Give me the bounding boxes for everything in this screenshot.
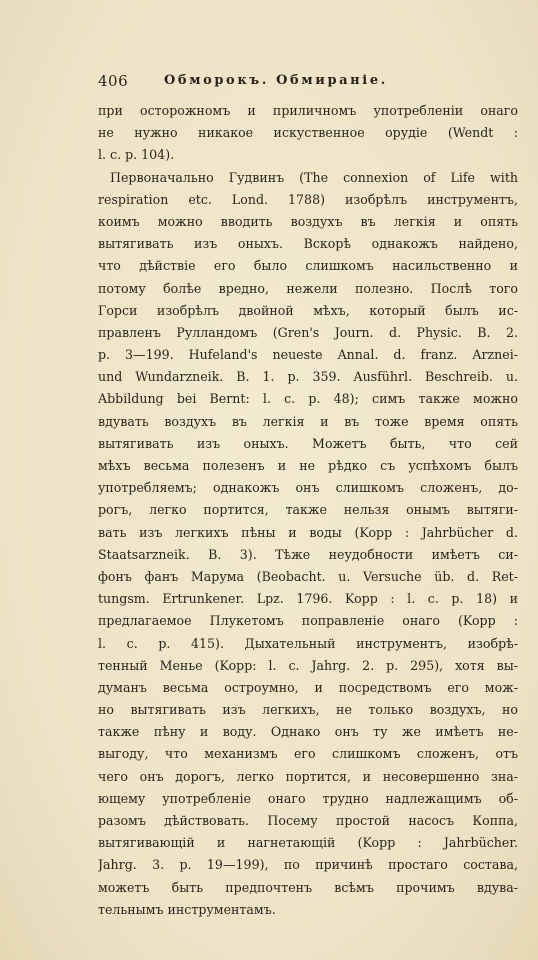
text-line: вытягивать изъ оныхъ. Вскорѣ однакожъ найдено,: [98, 236, 518, 252]
text-line: und Wundarzneik. B. 1. p. 359. Ausführl. Beschreib. u.: [98, 369, 518, 385]
text-line: p. 3—199. Hufeland's neueste Annal. d. franz. Arznei-: [98, 347, 518, 363]
body-text: [98, 100, 518, 921]
text-line: Abbildung bei Bernt: l. c. p. 48); симъ также можно: [98, 391, 518, 407]
text-line: разомъ дѣйствовать. Посему простой насосъ Коппа,: [98, 813, 518, 828]
text-line: тенный Менье (Kopp: l. c. Jahrg. 2. p. 295), хотя вы-: [98, 657, 518, 673]
text-line: правленъ Рулландомъ (Gren's Journ. d. Physic. B. 2.: [98, 324, 518, 340]
text-line: фонъ фанъ Марума (Beobacht. u. Versuche üb. d. Ret-: [98, 568, 518, 584]
text-line: думанъ весьма остроумно, и посредствомъ его мож-: [98, 679, 518, 695]
text-line: l. c. p. 415). Дыхательный инструментъ, изобрѣ-: [98, 635, 518, 651]
text-line: Staatsarzneik. B. 3). Тѣже неудобности имѣетъ си-: [98, 546, 518, 562]
text-line: но вытягивать изъ легкихъ, не только воздухъ, но: [98, 702, 518, 718]
text-line: вать изъ легкихъ пѣны и воды (Kopp : Jahrbücher d.: [98, 524, 518, 540]
text-line: также пѣну и воду. Однако онъ ту же имѣетъ не-: [98, 724, 518, 740]
text-line: потому болѣе вредно, нежели полезно. Послѣ того: [98, 280, 518, 296]
text-line: tungsm. Ertrunkener. Lpz. 1796. Kopp : l. c. p. 18) и: [98, 591, 518, 607]
text-line: ющему употребленіе онаго трудно надлежащимъ об-: [98, 790, 518, 806]
text-line: при осторожномъ и приличномъ употребленіи онаго: [98, 103, 518, 118]
text-line: Горси изобрѣлъ двойной мѣхъ, который былъ ис-: [98, 302, 518, 318]
text-line: тельнымъ инструментамъ.: [98, 901, 276, 917]
text-line: не нужно никакое искуственное орудіе (Wendt :: [98, 125, 518, 141]
text-line: выгоду, что механизмъ его слишкомъ сложенъ, отъ: [98, 746, 518, 762]
text-line: Первоначально Гудвинъ (The connexion of Life with: [110, 169, 518, 185]
text-line: коимъ можно вводить воздухъ въ легкія и опять: [98, 213, 518, 229]
text-line: рогъ, легко портится, также нельзя онымъ вытяги-: [98, 502, 518, 518]
page-number: 406: [98, 72, 129, 90]
text-line: вытягивать изъ оныхъ. Можетъ быть, что сей: [98, 435, 518, 451]
text-line: мѣхъ весьма полезенъ и не рѣдко съ успѣхомъ былъ: [98, 458, 518, 473]
text-line: вдувать воздухъ въ легкія и въ тоже время опять: [98, 413, 518, 429]
page-header: [98, 72, 438, 94]
text-line: что дѣйствіе его было слишкомъ насильственно и: [98, 258, 518, 274]
text-line: предлагаемое Плукетомъ поправленіе онаго (Kopp :: [98, 613, 518, 629]
text-line: respiration etc. Lond. 1788) изобрѣлъ инструментъ,: [98, 191, 518, 207]
text-line: можетъ быть предпочтенъ всѣмъ прочимъ вдува-: [98, 879, 518, 895]
running-title: Обморокъ. Обмираніе.: [164, 73, 388, 88]
text-line: l. c. p. 104).: [98, 147, 175, 163]
text-line: Jahrg. 3. p. 19—199), по причинѣ простаго состава,: [98, 857, 518, 873]
text-line: вытягивающій и нагнетающій (Kopp : Jahrbücher.: [98, 835, 518, 851]
text-line: употребляемъ; однакожъ онъ слишкомъ сложенъ, до-: [98, 480, 518, 496]
text-line: чего онъ дорогъ, легко портится, и несовершенно зна-: [98, 768, 518, 784]
